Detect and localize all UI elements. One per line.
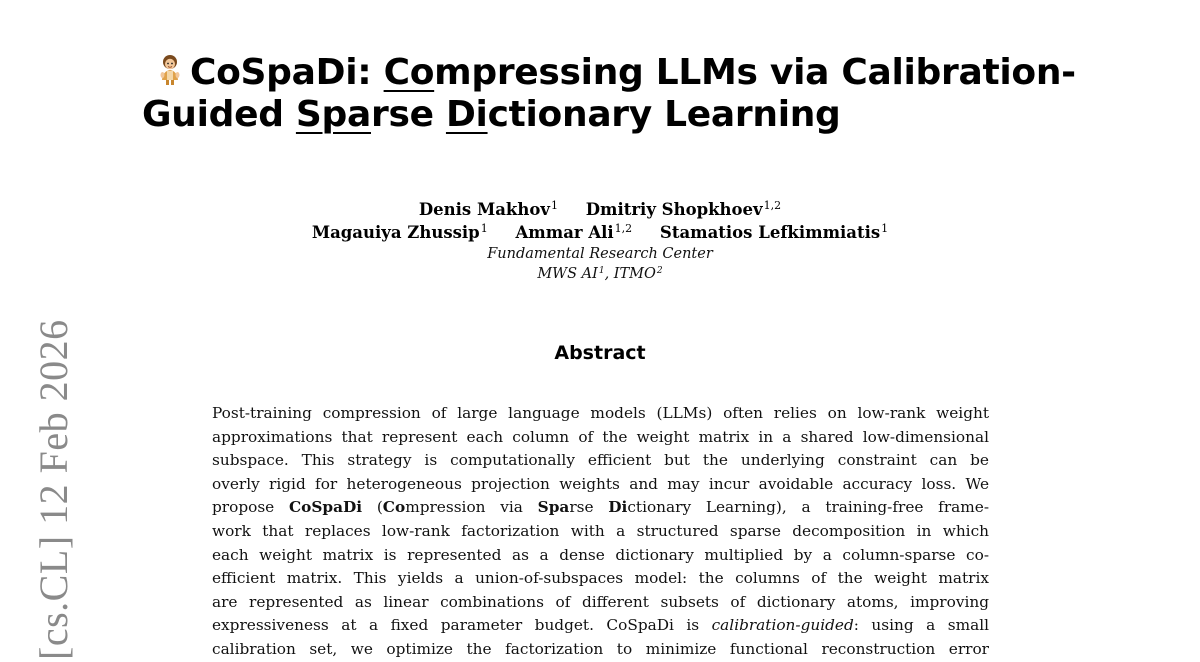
abstract-line: expressiveness at a fixed parameter budget. CoSpaDi is calibration-guided: using a small [212, 616, 989, 635]
abstract-body [212, 402, 989, 662]
abstract-line: Post-training compression of large language models (LLMs) often relies on low-rank weight [212, 404, 989, 422]
title-line-1: CoSpaDi: Compressing LLMs via Calibration- [142, 52, 1082, 94]
author: Stamatios Lefkimmiatis$^1$ [659, 222, 889, 242]
affiliation-line-1: Fundamental Research Center [487, 246, 713, 262]
abstract-line: approximations that represent each column of the weight matrix in a shared low-dimensional [212, 427, 989, 446]
abstract-line: subspace. This strategy is computationally efficient but the underlying constraint can be [212, 451, 989, 470]
author: Denis Makhov$^1$ [418, 199, 558, 219]
author-block [200, 198, 1000, 284]
abstract-line: work that replaces low-rank factorization with a structured sparse decomposition in which [212, 521, 989, 540]
paper-title [142, 52, 1082, 136]
affiliation-line-2: MWS $AI^1$, ITMO$^2$ [537, 266, 663, 282]
title-line-2: Guided Sparse Dictionary Learning [142, 94, 841, 135]
abstract-line: each weight matrix is represented as a dense dictionary multiplied by a column-sparse co- [212, 545, 989, 564]
mascot-icon [158, 54, 182, 86]
author: Ammar Ali$^{1,2}$ [515, 222, 633, 242]
abstract-line: efficient matrix. This yields a union-of-subspaces model: the columns of the weight matrix [212, 569, 989, 588]
author-row-2 [200, 221, 1000, 244]
abstract-line: calibration set, we optimize the factorization to minimize functional reconstruction error [212, 639, 989, 658]
author-row-1 [200, 198, 1000, 221]
author: Magauiya Zhussip$^1$ [311, 222, 488, 242]
abstract-line: overly rigid for heterogeneous projection weights and may incur avoidable accuracy loss. We [212, 474, 989, 493]
abstract-heading: Abstract [554, 342, 646, 364]
arxiv-stamp: [cs.CL] 12 Feb 2026 [31, 319, 76, 660]
abstract-line: propose CoSpaDi (Compression via Sparse Dictionary Learning), a training-free frame- [212, 498, 989, 517]
author: Dmitriy Shopkhoev$^{1,2}$ [585, 199, 782, 219]
abstract-line: are represented as linear combinations of different subsets of dictionary atoms, improving [212, 592, 989, 611]
